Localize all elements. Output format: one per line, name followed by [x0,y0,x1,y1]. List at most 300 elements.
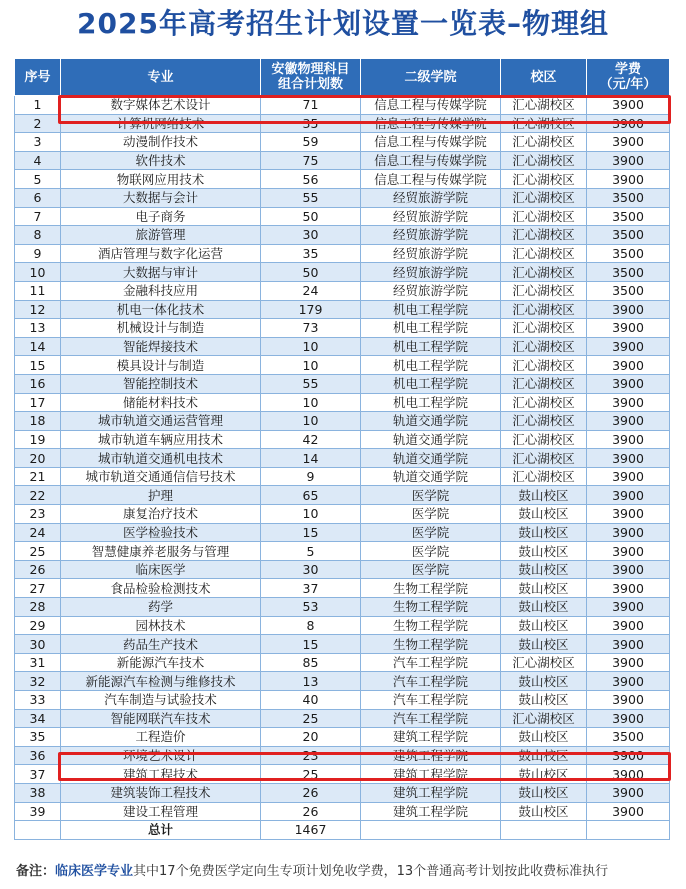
cell-no: 31 [15,653,61,672]
cell-major: 物联网应用技术 [61,170,261,189]
cell-campus: 汇心湖校区 [501,151,587,170]
table-row [15,170,670,189]
cell-plan: 10 [261,337,361,356]
table-row [15,672,670,691]
cell-no: 33 [15,691,61,710]
cell-college: 机电工程学院 [361,356,501,375]
cell-no: 35 [15,728,61,747]
total-fee-cell [587,821,670,840]
table-row [15,412,670,431]
cell-plan: 50 [261,263,361,282]
header-fee [587,59,670,96]
cell-college: 建筑工程学院 [361,802,501,821]
cell-plan: 26 [261,802,361,821]
cell-college: 信息工程与传媒学院 [361,170,501,189]
cell-plan: 23 [261,746,361,765]
cell-college: 信息工程与传媒学院 [361,133,501,152]
cell-plan: 5 [261,542,361,561]
cell-major: 城市轨道交通通信信号技术 [61,467,261,486]
cell-campus: 汇心湖校区 [501,412,587,431]
cell-college: 建筑工程学院 [361,765,501,784]
cell-plan: 9 [261,467,361,486]
cell-plan: 75 [261,151,361,170]
cell-fee: 3900 [587,579,670,598]
cell-major: 建筑装饰工程技术 [61,783,261,802]
total-no-cell [15,821,61,840]
cell-fee: 3900 [587,356,670,375]
cell-college: 生物工程学院 [361,598,501,617]
cell-no: 5 [15,170,61,189]
cell-college: 轨道交通学院 [361,412,501,431]
cell-no: 6 [15,188,61,207]
table-row [15,486,670,505]
cell-major: 模具设计与制造 [61,356,261,375]
cell-college: 经贸旅游学院 [361,226,501,245]
cell-college: 机电工程学院 [361,300,501,319]
cell-campus: 汇心湖校区 [501,244,587,263]
cell-fee: 3900 [587,560,670,579]
total-college-cell [361,821,501,840]
cell-campus: 汇心湖校区 [501,281,587,300]
cell-major: 食品检验检测技术 [61,579,261,598]
table-row [15,802,670,821]
cell-college: 机电工程学院 [361,319,501,338]
cell-campus: 汇心湖校区 [501,263,587,282]
cell-major: 新能源汽车检测与维修技术 [61,672,261,691]
cell-fee: 3500 [587,263,670,282]
table-row [15,114,670,133]
cell-no: 9 [15,244,61,263]
cell-campus: 鼓山校区 [501,560,587,579]
cell-no: 18 [15,412,61,431]
page-title: 2025年高考招生计划设置一览表–物理组 [77,7,609,40]
cell-college: 生物工程学院 [361,579,501,598]
cell-no: 17 [15,393,61,412]
table-header [15,59,670,96]
cell-fee: 3900 [587,486,670,505]
cell-plan: 55 [261,188,361,207]
table-row [15,319,670,338]
table-row [15,783,670,802]
cell-fee: 3900 [587,635,670,654]
cell-campus: 鼓山校区 [501,579,587,598]
table-row [15,281,670,300]
table-row [15,709,670,728]
cell-major: 智能焊接技术 [61,337,261,356]
table-row [15,467,670,486]
table-row [15,226,670,245]
cell-major: 数字媒体艺术设计 [61,96,261,115]
cell-college: 轨道交通学院 [361,449,501,468]
cell-no: 2 [15,114,61,133]
cell-college: 生物工程学院 [361,616,501,635]
header-campus: 校区 [501,59,587,96]
cell-plan: 14 [261,449,361,468]
cell-campus: 鼓山校区 [501,728,587,747]
cell-campus: 汇心湖校区 [501,356,587,375]
cell-major: 动漫制作技术 [61,133,261,152]
cell-campus: 汇心湖校区 [501,337,587,356]
cell-campus: 鼓山校区 [501,542,587,561]
cell-fee: 3900 [587,505,670,524]
cell-plan: 40 [261,691,361,710]
cell-plan: 35 [261,114,361,133]
cell-major: 酒店管理与数字化运营 [61,244,261,263]
table-row [15,449,670,468]
cell-plan: 56 [261,170,361,189]
cell-no: 3 [15,133,61,152]
table-row [15,542,670,561]
cell-major: 新能源汽车技术 [61,653,261,672]
cell-campus: 汇心湖校区 [501,430,587,449]
cell-college: 信息工程与传媒学院 [361,114,501,133]
table-body [15,96,670,840]
cell-major: 大数据与会计 [61,188,261,207]
cell-college: 信息工程与传媒学院 [361,151,501,170]
cell-plan: 53 [261,598,361,617]
cell-no: 15 [15,356,61,375]
cell-campus: 鼓山校区 [501,505,587,524]
cell-plan: 15 [261,523,361,542]
cell-campus: 汇心湖校区 [501,393,587,412]
cell-plan: 30 [261,560,361,579]
cell-fee: 3900 [587,691,670,710]
cell-no: 16 [15,374,61,393]
cell-fee: 3900 [587,653,670,672]
cell-plan: 73 [261,319,361,338]
cell-plan: 26 [261,783,361,802]
cell-plan: 10 [261,393,361,412]
cell-fee: 3500 [587,281,670,300]
cell-fee: 3900 [587,300,670,319]
cell-plan: 55 [261,374,361,393]
cell-no: 28 [15,598,61,617]
total-campus-cell [501,821,587,840]
cell-major: 机电一体化技术 [61,300,261,319]
cell-major: 智能控制技术 [61,374,261,393]
cell-campus: 鼓山校区 [501,672,587,691]
cell-campus: 鼓山校区 [501,523,587,542]
cell-fee: 3900 [587,616,670,635]
cell-no: 29 [15,616,61,635]
cell-fee: 3900 [587,765,670,784]
cell-plan: 25 [261,765,361,784]
cell-major: 康复治疗技术 [61,505,261,524]
cell-major: 大数据与审计 [61,263,261,282]
cell-major: 园林技术 [61,616,261,635]
cell-plan: 65 [261,486,361,505]
cell-fee: 3900 [587,337,670,356]
cell-college: 经贸旅游学院 [361,281,501,300]
cell-fee: 3900 [587,746,670,765]
cell-campus: 鼓山校区 [501,746,587,765]
table-row [15,635,670,654]
table-row [15,356,670,375]
footnote-text: 其中17个免费医学定向生专项计划免收学费，13个普通高考计划按此收费标准执行 [133,864,609,879]
total-row [15,821,670,840]
cell-campus: 汇心湖校区 [501,653,587,672]
cell-fee: 3900 [587,802,670,821]
cell-campus: 汇心湖校区 [501,374,587,393]
cell-fee: 3900 [587,170,670,189]
cell-plan: 10 [261,356,361,375]
footnote-label: 备注： [16,864,56,879]
cell-major: 软件技术 [61,151,261,170]
cell-college: 轨道交通学院 [361,467,501,486]
cell-fee: 3500 [587,728,670,747]
cell-campus: 汇心湖校区 [501,709,587,728]
cell-no: 24 [15,523,61,542]
cell-no: 19 [15,430,61,449]
table-row [15,505,670,524]
cell-no: 8 [15,226,61,245]
table-row [15,430,670,449]
cell-college: 建筑工程学院 [361,783,501,802]
cell-plan: 13 [261,672,361,691]
cell-major: 城市轨道交通机电技术 [61,449,261,468]
cell-plan: 8 [261,616,361,635]
cell-college: 汽车工程学院 [361,653,501,672]
cell-fee: 3500 [587,226,670,245]
cell-plan: 10 [261,412,361,431]
cell-college: 医学院 [361,486,501,505]
table-row [15,263,670,282]
cell-college: 信息工程与传媒学院 [361,96,501,115]
cell-no: 26 [15,560,61,579]
cell-major: 工程造价 [61,728,261,747]
cell-college: 机电工程学院 [361,337,501,356]
cell-major: 护理 [61,486,261,505]
cell-college: 汽车工程学院 [361,672,501,691]
cell-no: 30 [15,635,61,654]
cell-campus: 鼓山校区 [501,486,587,505]
cell-fee: 3900 [587,133,670,152]
table-row [15,691,670,710]
cell-fee: 3900 [587,783,670,802]
cell-college: 医学院 [361,542,501,561]
cell-college: 经贸旅游学院 [361,263,501,282]
cell-no: 34 [15,709,61,728]
cell-college: 医学院 [361,523,501,542]
header-row [15,59,670,96]
cell-college: 机电工程学院 [361,393,501,412]
cell-plan: 20 [261,728,361,747]
cell-plan: 10 [261,505,361,524]
cell-campus: 汇心湖校区 [501,319,587,338]
cell-campus: 汇心湖校区 [501,133,587,152]
header-fee-line1: 学费 [614,62,641,77]
cell-campus: 鼓山校区 [501,616,587,635]
cell-no: 22 [15,486,61,505]
cell-plan: 71 [261,96,361,115]
header-plan-line2: 组合计划数 [277,77,343,92]
cell-fee: 3900 [587,151,670,170]
cell-major: 环境艺术设计 [61,746,261,765]
table-row [15,393,670,412]
cell-college: 生物工程学院 [361,635,501,654]
header-plan-line1: 安徽物理科目 [271,62,350,77]
cell-campus: 汇心湖校区 [501,226,587,245]
cell-major: 金融科技应用 [61,281,261,300]
cell-college: 医学院 [361,560,501,579]
cell-campus: 汇心湖校区 [501,449,587,468]
cell-plan: 85 [261,653,361,672]
table-row [15,523,670,542]
cell-fee: 3900 [587,449,670,468]
cell-no: 1 [15,96,61,115]
cell-major: 计算机网络技术 [61,114,261,133]
cell-college: 经贸旅游学院 [361,207,501,226]
cell-fee: 3900 [587,542,670,561]
cell-plan: 37 [261,579,361,598]
cell-campus: 汇心湖校区 [501,96,587,115]
cell-fee: 3900 [587,598,670,617]
cell-major: 药学 [61,598,261,617]
cell-college: 汽车工程学院 [361,691,501,710]
cell-campus: 鼓山校区 [501,802,587,821]
cell-no: 14 [15,337,61,356]
cell-campus: 汇心湖校区 [501,114,587,133]
cell-fee: 3900 [587,523,670,542]
cell-no: 20 [15,449,61,468]
total-plan: 1467 [261,821,361,840]
table-row [15,96,670,115]
cell-plan: 24 [261,281,361,300]
table-row [15,653,670,672]
cell-no: 37 [15,765,61,784]
cell-campus: 鼓山校区 [501,691,587,710]
cell-major: 智慧健康养老服务与管理 [61,542,261,561]
table-row [15,207,670,226]
cell-college: 建筑工程学院 [361,746,501,765]
cell-no: 4 [15,151,61,170]
header-college: 二级学院 [361,59,501,96]
cell-no: 23 [15,505,61,524]
cell-plan: 42 [261,430,361,449]
cell-college: 汽车工程学院 [361,709,501,728]
cell-plan: 59 [261,133,361,152]
cell-college: 机电工程学院 [361,374,501,393]
table-row [15,598,670,617]
table-row [15,337,670,356]
cell-college: 建筑工程学院 [361,728,501,747]
table-row [15,151,670,170]
header-no: 序号 [15,59,61,96]
cell-no: 10 [15,263,61,282]
table-row [15,616,670,635]
cell-major: 药品生产技术 [61,635,261,654]
cell-campus: 鼓山校区 [501,598,587,617]
table-row [15,133,670,152]
cell-fee: 3900 [587,374,670,393]
table-row [15,728,670,747]
cell-plan: 25 [261,709,361,728]
cell-no: 38 [15,783,61,802]
cell-no: 27 [15,579,61,598]
table-row [15,765,670,784]
table-row [15,579,670,598]
cell-major: 储能材料技术 [61,393,261,412]
cell-plan: 30 [261,226,361,245]
table-row [15,300,670,319]
cell-fee: 3900 [587,96,670,115]
table-row [15,560,670,579]
cell-college: 经贸旅游学院 [361,188,501,207]
cell-fee: 3500 [587,207,670,226]
total-label: 总计 [61,821,261,840]
cell-campus: 汇心湖校区 [501,188,587,207]
cell-no: 12 [15,300,61,319]
plan-table-container [14,58,669,840]
cell-no: 39 [15,802,61,821]
cell-campus: 鼓山校区 [501,783,587,802]
cell-fee: 3900 [587,709,670,728]
cell-major: 医学检验技术 [61,523,261,542]
cell-major: 建设工程管理 [61,802,261,821]
footnote [16,860,608,879]
cell-no: 7 [15,207,61,226]
cell-fee: 3900 [587,430,670,449]
cell-fee: 3900 [587,672,670,691]
table-row [15,746,670,765]
cell-fee: 3900 [587,467,670,486]
header-plan [261,59,361,96]
cell-campus: 鼓山校区 [501,635,587,654]
cell-major: 机械设计与制造 [61,319,261,338]
footnote-highlight: 临床医学专业 [55,864,134,879]
cell-fee: 3900 [587,114,670,133]
cell-campus: 汇心湖校区 [501,170,587,189]
cell-college: 轨道交通学院 [361,430,501,449]
cell-fee: 3900 [587,393,670,412]
cell-campus: 汇心湖校区 [501,207,587,226]
cell-major: 城市轨道车辆应用技术 [61,430,261,449]
cell-plan: 15 [261,635,361,654]
cell-no: 11 [15,281,61,300]
cell-plan: 179 [261,300,361,319]
cell-major: 电子商务 [61,207,261,226]
header-major: 专业 [61,59,261,96]
cell-no: 32 [15,672,61,691]
cell-fee: 3900 [587,319,670,338]
cell-plan: 50 [261,207,361,226]
cell-no: 21 [15,467,61,486]
cell-fee: 3500 [587,244,670,263]
table-row [15,374,670,393]
table-row [15,244,670,263]
cell-major: 建筑工程技术 [61,765,261,784]
cell-major: 汽车制造与试验技术 [61,691,261,710]
cell-no: 25 [15,542,61,561]
cell-college: 经贸旅游学院 [361,244,501,263]
cell-major: 城市轨道交通运营管理 [61,412,261,431]
cell-major: 旅游管理 [61,226,261,245]
cell-campus: 鼓山校区 [501,765,587,784]
cell-fee: 3900 [587,412,670,431]
cell-no: 13 [15,319,61,338]
cell-campus: 汇心湖校区 [501,300,587,319]
table-row [15,188,670,207]
enrollment-plan-table [14,58,670,840]
cell-no: 36 [15,746,61,765]
cell-fee: 3500 [587,188,670,207]
header-fee-line2: （元/年） [599,77,657,92]
cell-major: 临床医学 [61,560,261,579]
cell-campus: 汇心湖校区 [501,467,587,486]
cell-college: 医学院 [361,505,501,524]
cell-major: 智能网联汽车技术 [61,709,261,728]
cell-plan: 35 [261,244,361,263]
